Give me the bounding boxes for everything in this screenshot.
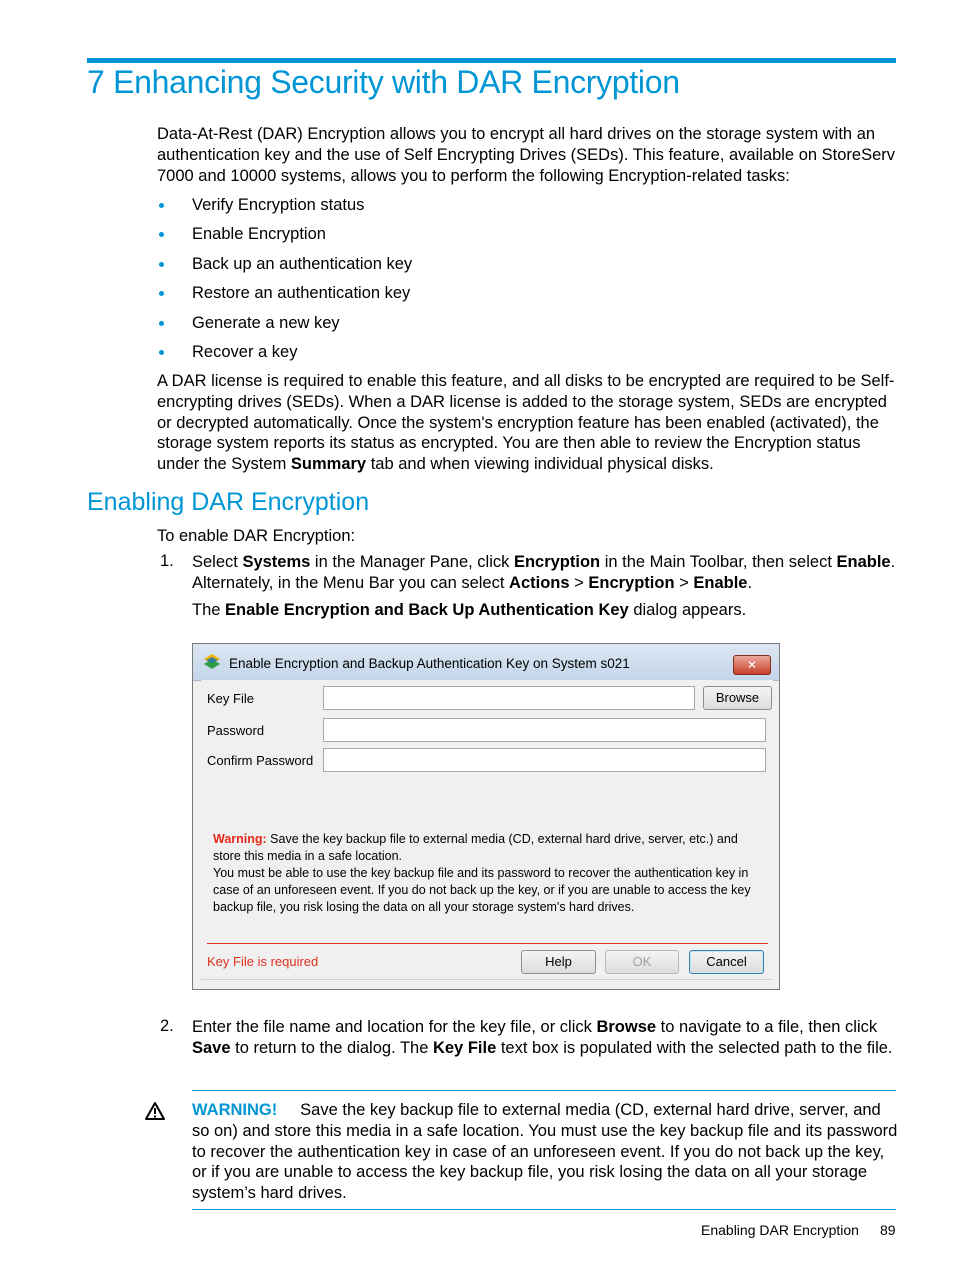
license-paragraph: A DAR license is required to enable this feature, and all disks to be encrypted are required to be Self-encrypting drives (SEDs). When a DAR license is added to the storage system, SEDs are encrypted or decrypted automatically. Once the system's encryption feature has been enabled (activated), the storage system reports its status as encrypted. You are then able to review the Encryption status under the System Summary tab and when viewing individual physical disks. [157, 372, 895, 474]
bullet-icon [159, 350, 164, 355]
warning-top-rule [192, 1090, 896, 1091]
list-item: Enable Encryption [157, 224, 412, 253]
step-2-text: Enter the file name and location for the key file, or click Browse to navigate to a file, then click Save to return to the dialog. The Key File text box is populated with the selected path to the file. [192, 1018, 893, 1057]
dialog-titlebar[interactable] [193, 644, 779, 681]
warning-note: WARNING! Save the key backup file to external media (CD, external hard drive, server, and so on) and store this media in a safe location. You must use the key backup file and its password to recover the authentication key in case of an unforeseen event. If you do not back up the key, or if you are unable to access the key backup file, you risk losing the data on all your storage system’s hard drives. [192, 1101, 898, 1203]
step-number: 1. [160, 552, 174, 570]
bullet-icon [159, 262, 164, 267]
step-number: 2. [160, 1017, 174, 1035]
list-item: Recover a key [157, 342, 412, 371]
bullet-icon [159, 232, 164, 237]
step-1-text: Select Systems in the Manager Pane, click Encryption in the Main Toolbar, then select Enable. Alternately, in the Menu Bar you can select Actions > Encryption > Enable. [192, 553, 896, 592]
bullet-icon [159, 321, 164, 326]
confirm-password-input[interactable] [323, 748, 766, 772]
task-list [157, 195, 412, 371]
key-file-label: Key File [207, 691, 254, 706]
warning-triangle-icon [144, 1101, 166, 1121]
page-number: 89 [880, 1222, 896, 1238]
section-title: Enabling DAR Encryption [87, 488, 370, 516]
password-label: Password [207, 723, 265, 738]
close-button[interactable]: ✕ [733, 655, 771, 675]
confirm-password-label: Confirm Password [207, 753, 314, 768]
footer-section: Enabling DAR Encryption [701, 1222, 859, 1238]
list-item: Restore an authentication key [157, 283, 412, 312]
chapter-title: 7 Enhancing Security with DAR Encryption [87, 64, 680, 100]
bullet-icon [159, 203, 164, 208]
help-button[interactable]: Help [521, 950, 596, 974]
list-item: Generate a new key [157, 313, 412, 342]
step-1-note: The Enable Encryption and Back Up Authentication Key dialog appears. [192, 601, 747, 619]
footer-divider [201, 979, 773, 980]
cancel-button[interactable]: Cancel [689, 950, 764, 974]
app-icon [203, 653, 221, 671]
list-item: Back up an authentication key [157, 254, 412, 283]
ok-button[interactable]: OK [605, 950, 679, 974]
key-file-input[interactable] [323, 686, 695, 710]
section-lead: To enable DAR Encryption: [157, 527, 356, 545]
browse-button[interactable]: Browse [703, 686, 772, 710]
bullet-icon [159, 291, 164, 296]
list-item: Verify Encryption status [157, 195, 412, 224]
error-divider [207, 943, 768, 944]
dialog-title: Enable Encryption and Backup Authentication Key on System s021 [229, 656, 630, 671]
password-input[interactable] [323, 718, 766, 742]
dialog-body [201, 680, 773, 983]
intro-paragraph: Data-At-Rest (DAR) Encryption allows you to encrypt all hard drives on the storage system with an authentication key and the use of Self Encrypting Drives (SEDs). This feature, available on StoreServ 7000 and 10000 systems, allows you to perform the following Encryption-related tasks: [157, 125, 895, 185]
warning-bottom-rule [192, 1209, 896, 1210]
dialog-warning: Warning: Save the key backup file to external media (CD, external hard drive, server, etc.) and store this media in a safe location. You must be able to use the key backup file and its password to recover the authentication key in case of an unforeseen event. If you do not back up the key, or if you are unable to access the key backup file, you risk losing the data on all your storage system's hard drives. [213, 832, 751, 914]
chapter-rule [87, 58, 896, 63]
encryption-dialog [192, 643, 780, 990]
error-message: Key File is required [207, 954, 319, 969]
